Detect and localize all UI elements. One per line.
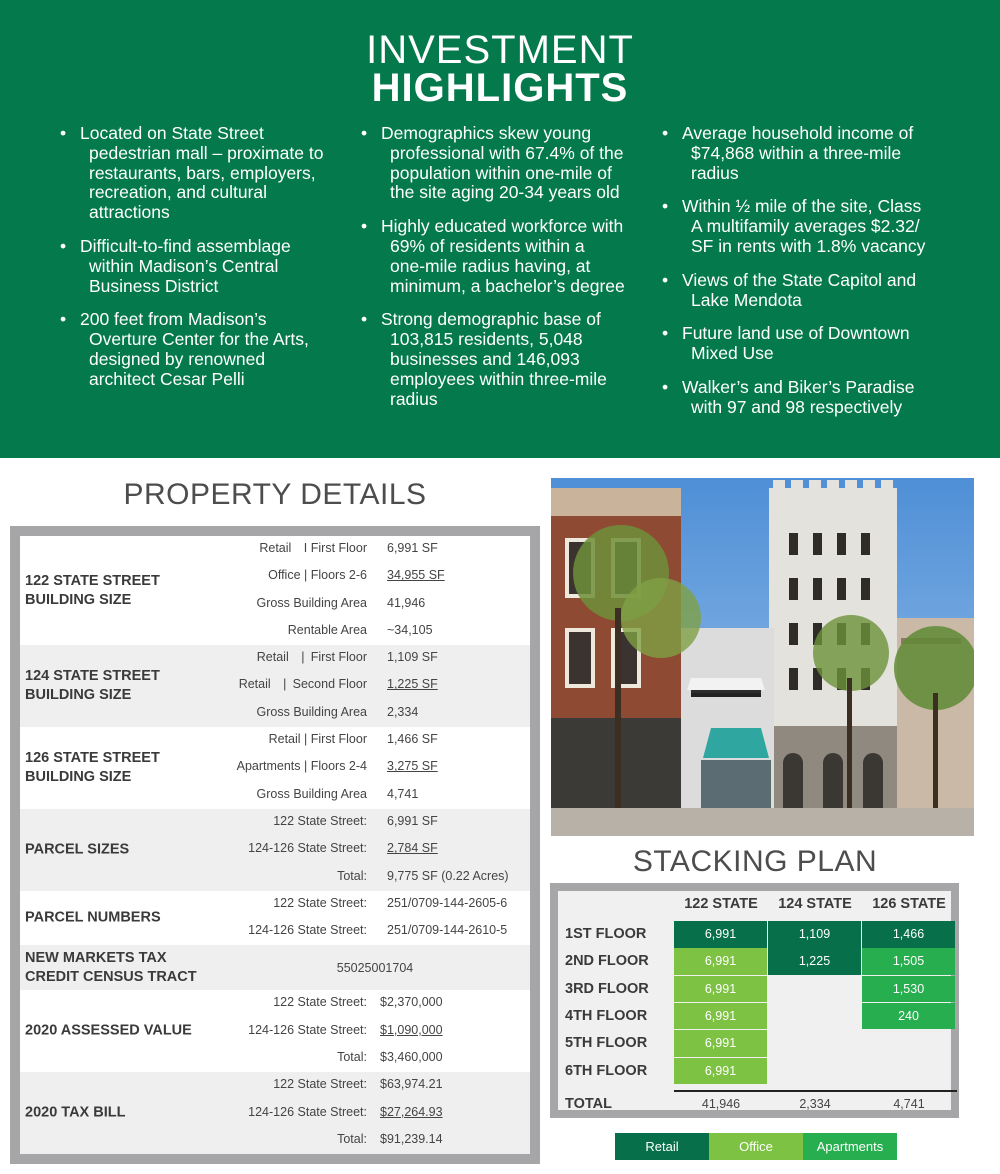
highlight-bullet bbox=[660, 124, 960, 183]
stacking-column-header: 124 STATE bbox=[778, 896, 852, 912]
detail-row bbox=[20, 864, 530, 891]
detail-value: 1,225 SF bbox=[387, 677, 438, 692]
highlight-line: attractions bbox=[89, 202, 170, 223]
total-value: 2,334 bbox=[799, 1097, 831, 1111]
highlight-line: the site aging 20-34 years old bbox=[390, 182, 620, 203]
detail-value: 41,946 bbox=[387, 595, 426, 610]
highlight-bullet bbox=[660, 197, 960, 256]
detail-key: Total: bbox=[337, 868, 367, 883]
highlight-line: businesses and 146,093 bbox=[390, 348, 580, 369]
stacking-column-header: 122 STATE bbox=[684, 896, 758, 912]
stacking-cell: 6,991 bbox=[674, 948, 767, 975]
stacking-plan-title: STACKING PLAN bbox=[632, 845, 878, 878]
detail-value: 2,334 bbox=[387, 704, 419, 719]
detail-key: Office | Floors 2-6 bbox=[268, 568, 367, 583]
detail-group bbox=[20, 1072, 530, 1154]
detail-group-label bbox=[25, 1022, 225, 1041]
stacking-plan-body bbox=[558, 891, 951, 1110]
detail-value: ~34,105 bbox=[387, 622, 433, 637]
highlight-bullet bbox=[359, 217, 649, 296]
highlight-line: radius bbox=[390, 388, 438, 409]
detail-label-line: 2020 TAX BILL bbox=[25, 1104, 126, 1121]
detail-value: $91,239.14 bbox=[380, 1131, 443, 1146]
highlight-line: 69% of residents within a bbox=[390, 235, 585, 256]
highlight-line: designed by renowned bbox=[89, 348, 266, 369]
detail-label-line: CREDIT CENSUS TRACT bbox=[25, 968, 197, 985]
detail-value: $3,460,000 bbox=[380, 1050, 443, 1065]
detail-group-label bbox=[25, 749, 225, 787]
detail-key: Retail | First Floor bbox=[268, 732, 367, 747]
highlight-line: Average household income of bbox=[682, 123, 914, 143]
detail-key: Retail | Second Floor bbox=[238, 677, 367, 692]
total-value: 4,741 bbox=[893, 1097, 925, 1111]
highlight-bullet bbox=[359, 310, 649, 409]
detail-key: Rentable Area bbox=[287, 622, 367, 637]
highlights-column-2 bbox=[359, 124, 649, 423]
property-details-body bbox=[20, 536, 530, 1154]
stacking-cell: 6,991 bbox=[674, 1003, 767, 1030]
highlight-line: Demographics skew young bbox=[381, 123, 592, 143]
detail-value: 251/0709-144-2605-6 bbox=[387, 895, 508, 910]
highlight-line: Walker’s and Biker’s Paradise bbox=[682, 376, 915, 397]
detail-row bbox=[20, 1045, 530, 1072]
detail-label-line: 2020 ASSESSED VALUE bbox=[25, 1022, 192, 1039]
total-value: 41,946 bbox=[701, 1097, 741, 1111]
highlight-bullet bbox=[58, 237, 348, 296]
stacking-cell: 1,466 bbox=[862, 921, 955, 948]
highlight-bullet bbox=[660, 271, 960, 311]
detail-key: Total: bbox=[337, 1131, 367, 1146]
highlight-line: recreation, and cultural bbox=[89, 182, 268, 203]
floor-label: 1ST FLOOR bbox=[565, 926, 647, 942]
detail-value: 1,109 SF bbox=[387, 650, 438, 665]
floor-label: 3RD FLOOR bbox=[565, 980, 649, 997]
highlight-line: 200 feet from Madison’s bbox=[80, 309, 267, 330]
detail-value: 9,775 SF (0.22 Acres) bbox=[387, 868, 509, 883]
highlight-line: population within one-mile of bbox=[390, 162, 612, 183]
investment-highlights-section bbox=[0, 0, 1000, 458]
detail-value: 34,955 SF bbox=[387, 568, 445, 583]
detail-key: 124-126 State Street: bbox=[248, 841, 367, 856]
highlights-title-line1: INVESTMENT bbox=[366, 28, 634, 72]
stacking-cell: 1,530 bbox=[862, 976, 955, 1003]
detail-row bbox=[20, 1072, 530, 1099]
stacking-cell: 6,991 bbox=[674, 1058, 767, 1085]
highlight-line: Future land use of Downtown bbox=[682, 323, 910, 344]
detail-label-line: PARCEL NUMBERS bbox=[25, 909, 161, 926]
detail-row bbox=[20, 1127, 530, 1154]
property-details-title: PROPERTY DETAILS bbox=[123, 478, 427, 511]
detail-group bbox=[20, 727, 530, 809]
highlight-line: Highly educated workforce with bbox=[381, 216, 624, 237]
highlight-line: SF in rents with 1.8% vacancy bbox=[691, 235, 926, 256]
stacking-cell: 1,225 bbox=[768, 948, 861, 975]
detail-row bbox=[20, 536, 530, 563]
highlight-line: A multifamily averages $2.32/ bbox=[691, 216, 920, 237]
highlight-bullet bbox=[58, 124, 348, 223]
stacking-cell: 1,505 bbox=[862, 948, 955, 975]
detail-group-label bbox=[25, 572, 225, 610]
detail-group bbox=[20, 809, 530, 891]
floor-label: 4TH FLOOR bbox=[565, 1007, 648, 1024]
highlight-line: restaurants, bars, employers, bbox=[89, 162, 316, 183]
stacking-cell: 6,991 bbox=[674, 1030, 767, 1057]
stacking-cell: 6,991 bbox=[674, 921, 767, 948]
detail-group bbox=[20, 536, 530, 645]
detail-value: 2,784 SF bbox=[387, 841, 438, 856]
detail-key: Gross Building Area bbox=[256, 704, 367, 719]
highlight-line: Within ½ mile of the site, Class bbox=[682, 196, 922, 217]
detail-key: 122 State Street: bbox=[273, 995, 367, 1010]
highlight-line: radius bbox=[691, 162, 739, 183]
stacking-cell: 1,109 bbox=[768, 921, 861, 948]
highlight-line: Mixed Use bbox=[691, 343, 774, 364]
detail-group bbox=[20, 990, 530, 1072]
highlight-line: employees within three-mile bbox=[390, 368, 607, 389]
detail-value: $27,264.93 bbox=[380, 1104, 443, 1119]
detail-group bbox=[20, 891, 530, 946]
detail-value: $63,974.21 bbox=[380, 1077, 443, 1092]
detail-value: 3,275 SF bbox=[387, 759, 438, 774]
detail-key: 124-126 State Street: bbox=[248, 1104, 367, 1119]
highlights-title-line2: HIGHLIGHTS bbox=[371, 66, 629, 110]
detail-label-line: 124 STATE STREET bbox=[25, 668, 160, 685]
detail-label-line: BUILDING SIZE bbox=[25, 687, 132, 704]
detail-row bbox=[20, 990, 530, 1017]
highlight-line: architect Cesar Pelli bbox=[89, 368, 245, 389]
detail-group-label bbox=[25, 667, 225, 705]
detail-label-line: PARCEL SIZES bbox=[25, 841, 130, 858]
highlight-line: within Madison’s Central bbox=[89, 255, 279, 276]
detail-key: 124-126 State Street: bbox=[248, 923, 367, 938]
highlight-line: Business District bbox=[89, 275, 219, 296]
detail-key: Retail I First Floor bbox=[259, 541, 367, 555]
detail-value: $1,090,000 bbox=[380, 1022, 443, 1037]
stacking-column-header: 126 STATE bbox=[872, 896, 946, 912]
highlight-bullet bbox=[660, 324, 960, 364]
floor-label: 2ND FLOOR bbox=[565, 953, 649, 970]
highlight-bullet bbox=[58, 310, 348, 389]
detail-label-line: BUILDING SIZE bbox=[25, 591, 132, 608]
detail-group bbox=[20, 945, 530, 990]
stacking-cell: 6,991 bbox=[674, 976, 767, 1003]
census-tract-value: 55025001704 bbox=[336, 960, 414, 975]
highlight-line: Views of the State Capitol and bbox=[682, 269, 917, 290]
detail-label-line: BUILDING SIZE bbox=[25, 769, 132, 786]
detail-value: $2,370,000 bbox=[380, 995, 443, 1010]
detail-key: 124-126 State Street: bbox=[248, 1022, 367, 1037]
detail-label-line: 126 STATE STREET bbox=[25, 750, 160, 767]
detail-row bbox=[20, 618, 530, 645]
detail-key: Total: bbox=[337, 1050, 367, 1065]
highlight-line: pedestrian mall – proximate to bbox=[89, 142, 324, 163]
highlight-line: one-mile radius having, at bbox=[390, 255, 591, 276]
total-divider bbox=[674, 1090, 957, 1092]
detail-group-label bbox=[25, 840, 225, 859]
highlight-bullet bbox=[359, 124, 649, 203]
detail-value: 251/0709-144-2610-5 bbox=[387, 923, 508, 938]
detail-key: 122 State Street: bbox=[273, 895, 367, 910]
detail-key: Gross Building Area bbox=[256, 786, 367, 801]
detail-group-label bbox=[25, 909, 225, 928]
highlight-line: with 97 and 98 respectively bbox=[691, 396, 903, 417]
floor-label: 5TH FLOOR bbox=[565, 1035, 648, 1052]
detail-key: Gross Building Area bbox=[256, 595, 367, 610]
detail-group-label bbox=[25, 1104, 225, 1123]
highlight-line: $74,868 within a three-mile bbox=[691, 142, 902, 163]
detail-group bbox=[20, 645, 530, 727]
detail-value: 6,991 SF bbox=[387, 813, 438, 828]
detail-key: 122 State Street: bbox=[273, 813, 367, 828]
property-details-table bbox=[10, 526, 540, 1164]
highlight-bullet bbox=[660, 378, 960, 418]
total-label: TOTAL bbox=[565, 1096, 612, 1112]
stacking-cell: 240 bbox=[862, 1003, 955, 1030]
stacking-plan-table bbox=[550, 883, 959, 1118]
detail-label-line: 122 STATE STREET bbox=[25, 572, 160, 589]
detail-value: 6,991 SF bbox=[387, 541, 438, 555]
highlight-line: Overture Center for the Arts, bbox=[89, 329, 309, 350]
highlight-line: Difficult-to-find assemblage bbox=[80, 235, 291, 256]
highlight-line: professional with 67.4% of the bbox=[390, 142, 624, 163]
detail-label-line: NEW MARKETS TAX bbox=[25, 949, 167, 966]
legend-item-office: Office bbox=[709, 1133, 803, 1160]
legend-item-apartments: Apartments bbox=[803, 1133, 897, 1160]
detail-key: Retail | First Floor bbox=[256, 650, 367, 665]
highlight-line: 103,815 residents, 5,048 bbox=[390, 329, 583, 350]
highlight-line: minimum, a bachelor’s degree bbox=[390, 275, 625, 296]
highlight-line: Strong demographic base of bbox=[381, 309, 601, 330]
detail-group-label bbox=[25, 949, 225, 987]
detail-row bbox=[20, 809, 530, 836]
detail-value: 1,466 SF bbox=[387, 732, 438, 747]
floor-label: 6TH FLOOR bbox=[565, 1062, 648, 1079]
highlights-column-3 bbox=[660, 124, 960, 432]
building-photo bbox=[551, 478, 974, 836]
detail-key: Apartments | Floors 2-4 bbox=[236, 759, 367, 774]
detail-value: 4,741 bbox=[387, 786, 419, 801]
legend-item-retail: Retail bbox=[615, 1133, 709, 1160]
highlight-line: Lake Mendota bbox=[691, 289, 802, 310]
detail-key: 122 State Street: bbox=[273, 1077, 367, 1092]
highlights-column-1 bbox=[58, 124, 348, 404]
highlight-line: Located on State Street bbox=[80, 123, 264, 143]
